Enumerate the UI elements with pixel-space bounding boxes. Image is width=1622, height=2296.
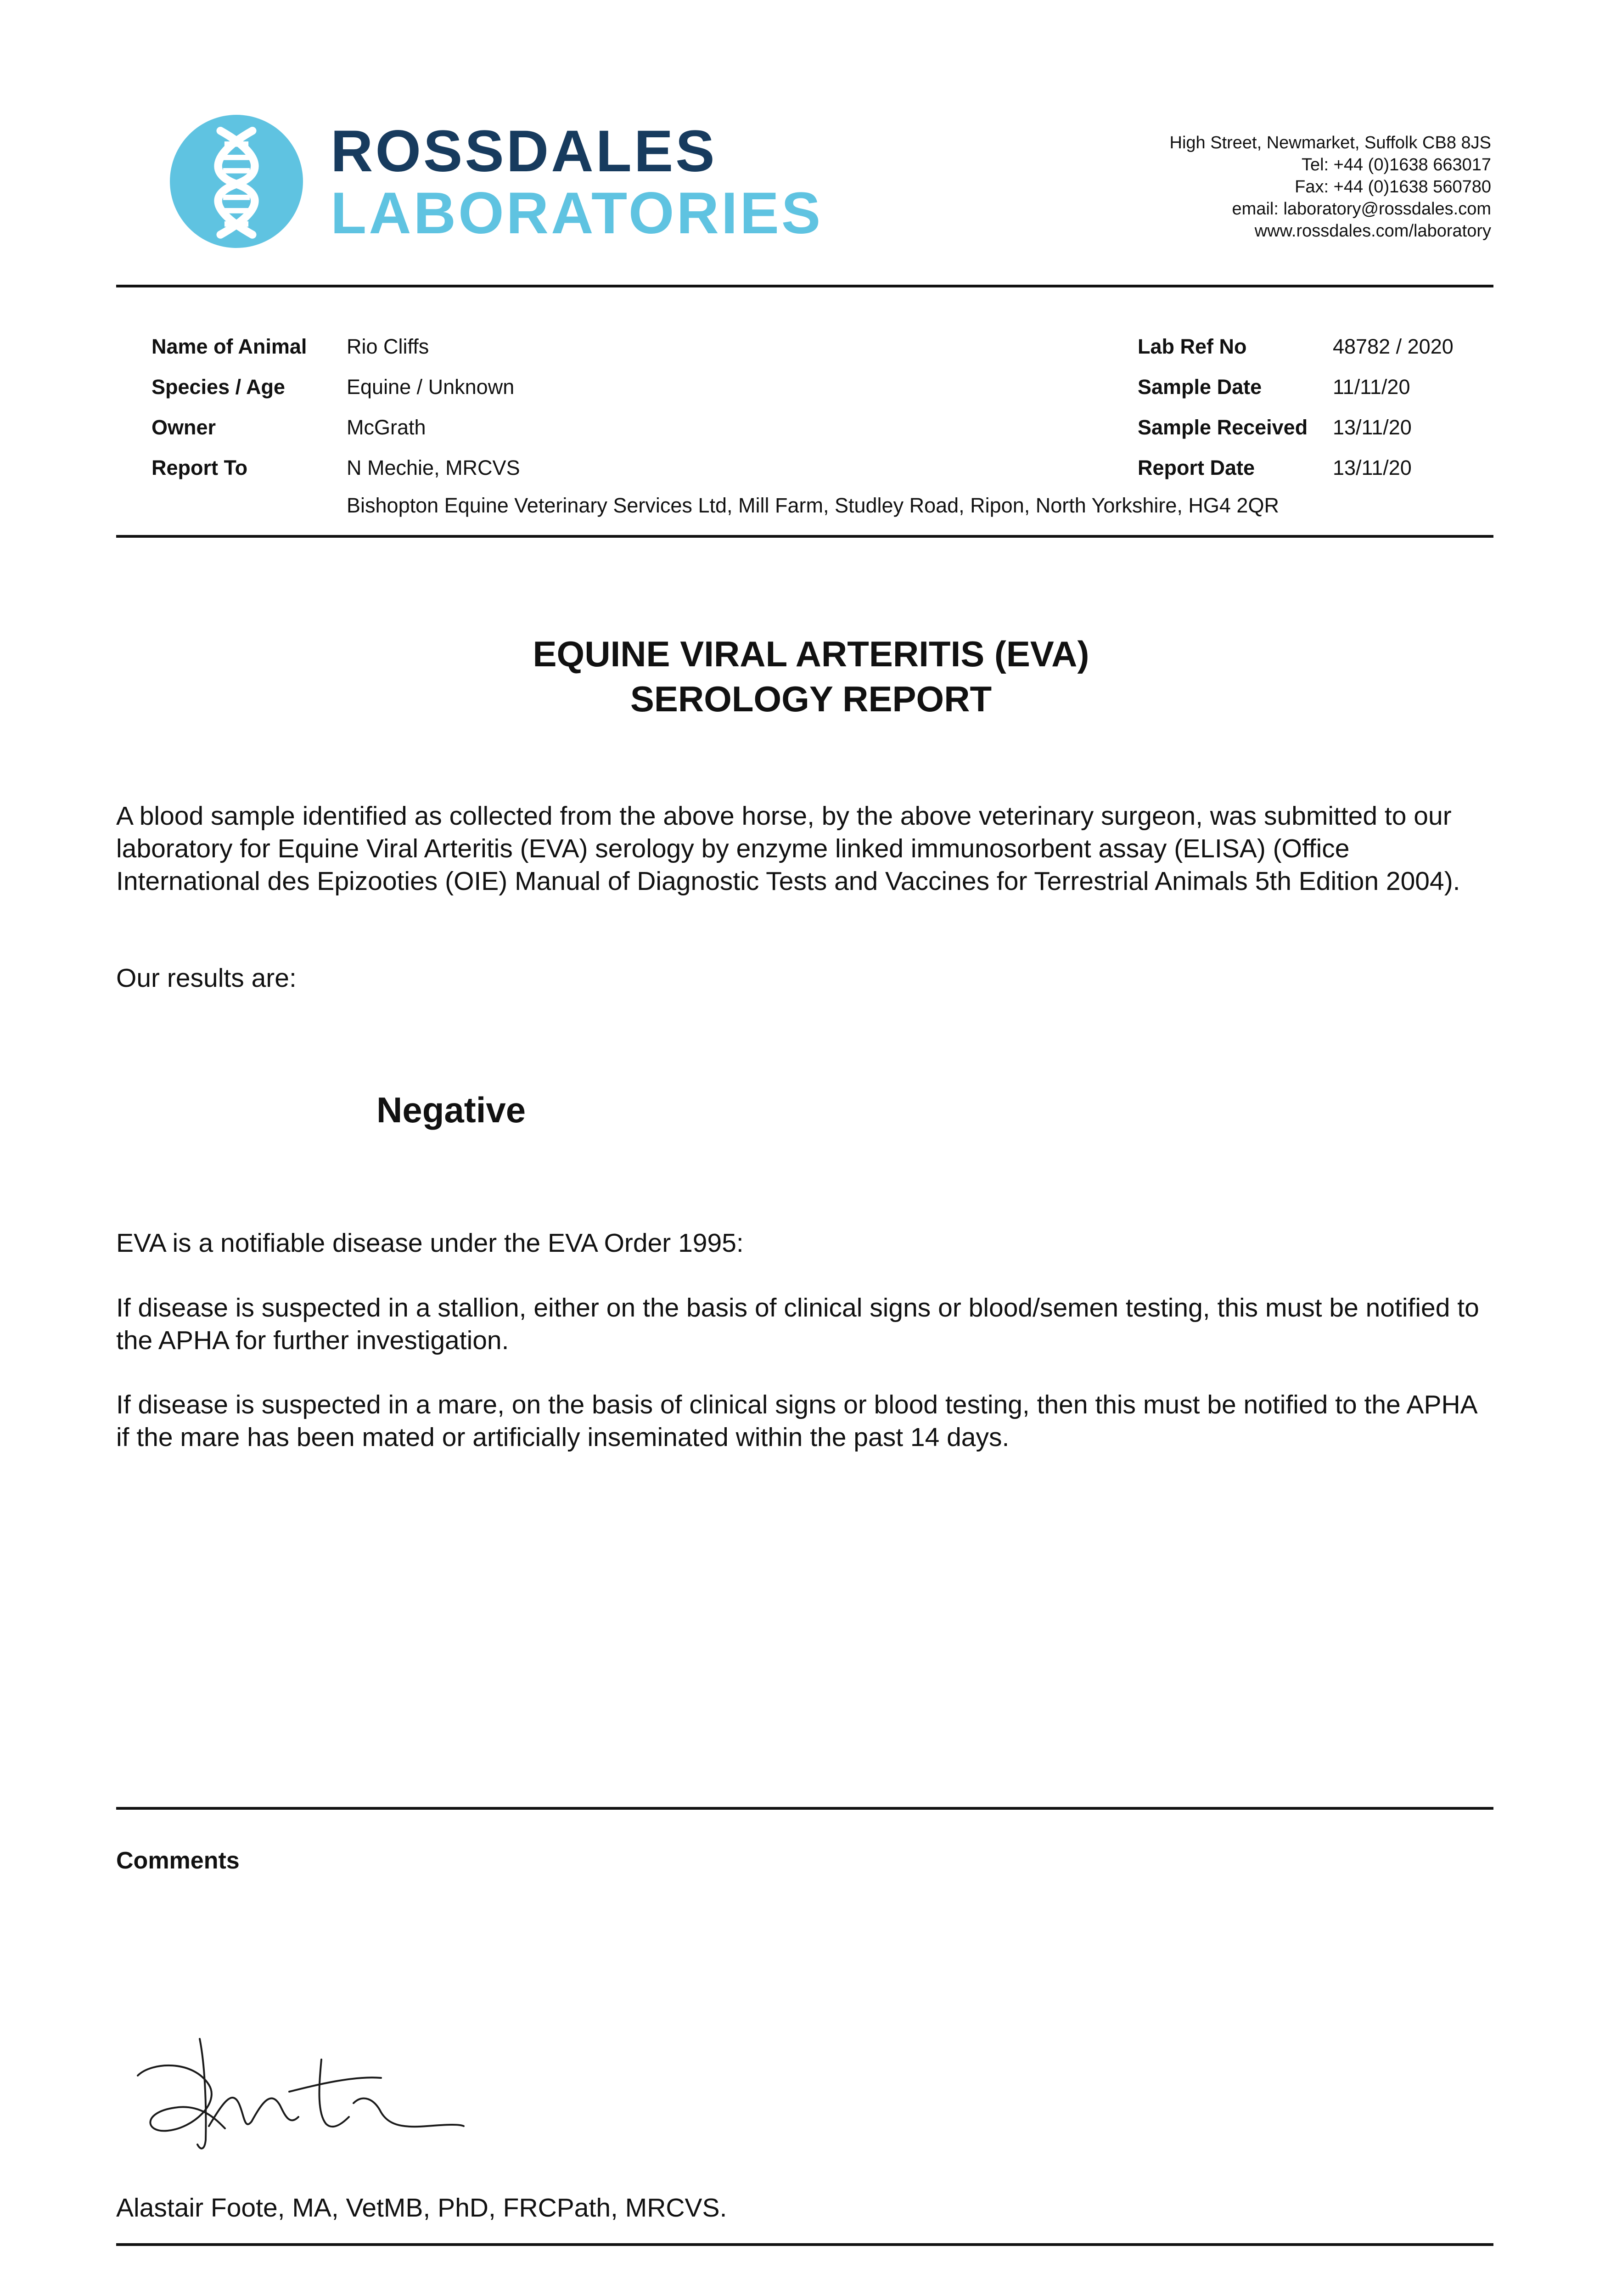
signature-image xyxy=(124,2034,477,2163)
sample-received-label: Sample Received xyxy=(1138,416,1308,439)
report-title xyxy=(0,631,1622,721)
signer-name: Alastair Foote, MA, VetMB, PhD, FRCPath, MRCVS. xyxy=(116,2193,727,2223)
report-to-label: Report To xyxy=(152,456,248,479)
brand-line1: ROSSDALES xyxy=(331,118,717,184)
owner-label: Owner xyxy=(152,416,216,439)
dna-helix-icon xyxy=(170,115,303,248)
sample-date-label: Sample Date xyxy=(1138,375,1262,399)
title-line2: SEROLOGY REPORT xyxy=(630,679,992,719)
website-line[interactable]: www.rossdales.com/laboratory xyxy=(1254,221,1491,241)
fax-line: Fax: +44 (0)1638 560780 xyxy=(1295,177,1491,197)
report-to-address: Bishopton Equine Veterinary Services Ltd, Mill Farm, Studley Road, Ripon, North Yorkshire, HG4 2QR xyxy=(347,494,1279,517)
name-value: Rio Cliffs xyxy=(347,335,429,358)
species-value: Equine / Unknown xyxy=(347,375,515,399)
brand-line2: LABORATORIES xyxy=(331,180,823,246)
comments-divider xyxy=(116,1807,1493,1810)
results-intro: Our results are: xyxy=(116,963,297,993)
info-divider xyxy=(116,535,1493,538)
header-divider xyxy=(116,285,1493,287)
footer-divider xyxy=(116,2243,1493,2246)
species-label: Species / Age xyxy=(152,375,285,399)
sample-received-value: 13/11/20 xyxy=(1333,416,1412,439)
test-result: Negative xyxy=(376,1090,526,1130)
report-to-value: N Mechie, MRCVS xyxy=(347,456,520,479)
address-line: High Street, Newmarket, Suffolk CB8 8JS xyxy=(1169,133,1491,152)
comments-label: Comments xyxy=(116,1847,240,1874)
brand-wordmark xyxy=(331,120,823,244)
stallion-paragraph: If disease is suspected in a stallion, either on the basis of clinical signs or blood/semen testing, this must be notified to the APHA for further investigation. xyxy=(116,1293,1479,1355)
email-line[interactable]: email: laboratory@rossdales.com xyxy=(1232,199,1491,219)
lab-ref-value: 48782 / 2020 xyxy=(1333,335,1454,358)
intro-paragraph: A blood sample identified as collected from the above horse, by the above veterinary surgeon, was submitted to our laboratory for Equine Viral Arteritis (EVA) serology by enzyme linked immunosorbent assay (ELISA) (Office International des Epizooties (OIE) Manual of Diagnostic Tests and Vaccines for Terrestrial Animals 5th Edition 2004). xyxy=(116,801,1460,896)
sample-date-value: 11/11/20 xyxy=(1333,375,1410,399)
name-label: Name of Animal xyxy=(152,335,307,358)
phone-line: Tel: +44 (0)1638 663017 xyxy=(1301,155,1491,174)
mare-paragraph: If disease is suspected in a mare, on the basis of clinical signs or blood testing, then this must be notified to the APHA if the mare has been mated or artificially inseminated within the past 14 days. xyxy=(116,1390,1476,1452)
title-line1: EQUINE VIRAL ARTERITIS (EVA) xyxy=(533,634,1089,674)
report-date-label: Report Date xyxy=(1138,456,1255,479)
lab-ref-label: Lab Ref No xyxy=(1138,335,1247,358)
notifiable-paragraph: EVA is a notifiable disease under the EVA Order 1995: xyxy=(116,1228,744,1258)
owner-value: McGrath xyxy=(347,416,426,439)
lab-address xyxy=(1170,132,1491,242)
report-date-value: 13/11/20 xyxy=(1333,456,1412,479)
